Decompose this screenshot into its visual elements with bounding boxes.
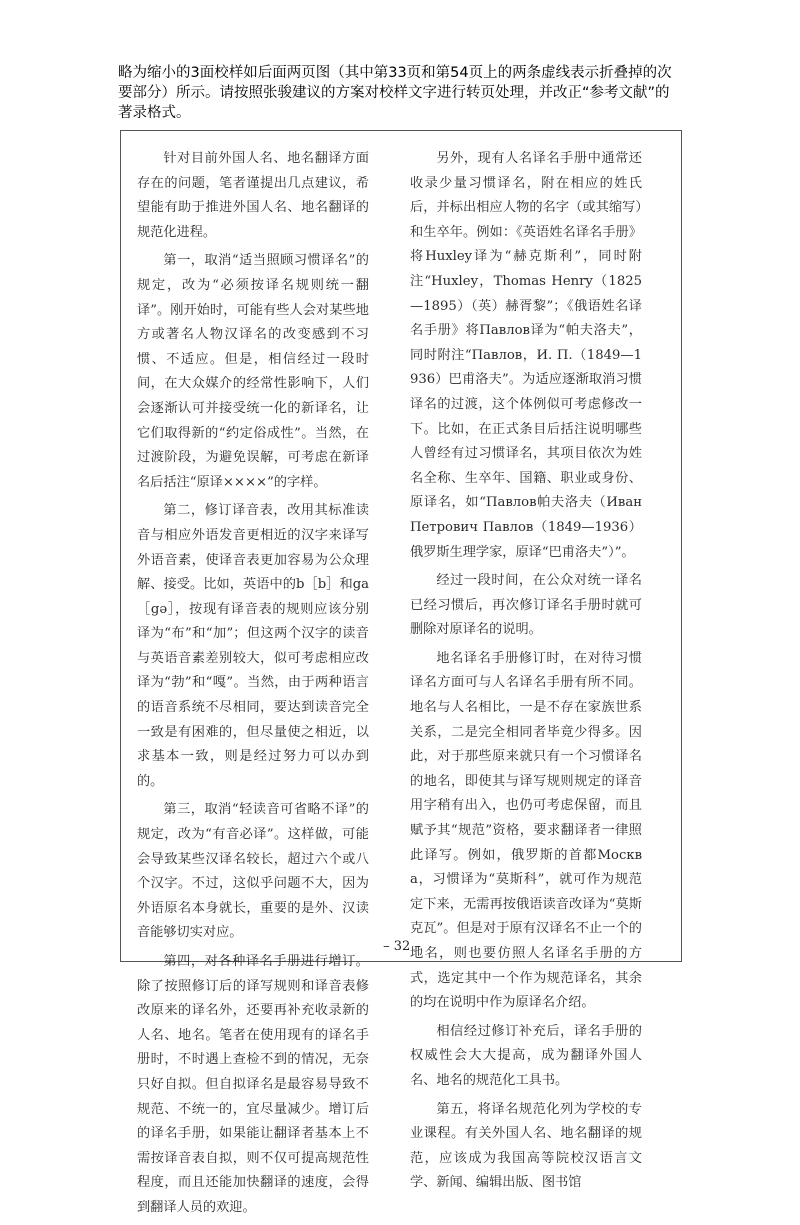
page-number: – 32 – xyxy=(383,939,421,954)
paragraph: 经过一段时间，在公众对统一译名已经习惯后，再次修订译名手册时就可删除对原译名的说明。 xyxy=(410,573,642,638)
right-column xyxy=(410,147,642,1200)
paragraph: 第五，将译名规范化列为学校的专业课程。有关外国人名、地名翻译的规范，应该成为我国高等院校汉语言文学、新闻、编辑出版、图书馆 xyxy=(410,1101,642,1191)
paragraph: 第一，取消“适当照顾习惯译名”的规定，改为“必须按译名规则统一翻译”。刚开始时，可能有些人会对某些地方或著名人物汉译名的改变感到不习惯、不适应。但是，相信经过一段时间，在大众媒介的经常性影响下，人们会逐渐认可并接受统一化的新译名，让它们取得新的“约定俗成性”。当然，在过渡阶段，为避免误解，可考虑在新译名后括注“原译××××”的字样。 xyxy=(137,253,369,490)
proof-page xyxy=(120,130,682,1215)
left-column xyxy=(137,147,369,1225)
task-instruction: 略为缩小的3面校样如后面两页图（其中第33页和第54页上的两条虚线表示折叠掉的次要部分）所示。请按照张骏建议的方案对校样文字进行转页处理，并改正“参考文献”的著录格式。 xyxy=(118,65,672,121)
paragraph: 针对目前外国人名、地名翻译方面存在的问题，笔者谨提出几点建议，希望能有助于推进外国人名、地名翻译的规范化进程。 xyxy=(137,151,369,240)
paragraph: 第二，修订译音表，改用其标准读音与相应外语发音更相近的汉字来译写外语音素，使译音表更加容易为公众理解、接受。比如，英语中的b［b］和ga［gə］，按现有译音表的规则应该分别译为“布”和“加”；但这两个汉字的读音与英语音素差别较大，似可考虑相应改译为“勃”和“嘎”。当然，由于两种语言的语音系统不尽相同，要达到读音完全一致是有困难的，但尽量使之相近，以求基本一致，则是经过努力可以办到的。 xyxy=(137,503,369,789)
paragraph: 第三，取消“轻读音可省略不译”的规定，改为“有音必译”。这样做，可能会导致某些汉译名较长，超过六个或八个汉字。不过，这似乎问题不大，因为外语原名本身就长，重要的是外、汉读音能够切实对应。 xyxy=(137,802,369,941)
paragraph: 地名译名手册修订时，在对待习惯译名方面可与人名译名手册有所不同。地名与人名相比，一是不存在家族世系关系，二是完全相同者毕竟少得多。因此，对于那些原来就只有一个习惯译名的地名，即使其与译写规则规定的译音用字稍有出入，也仍可考虑保留，而且赋予其“规范”资格，要求翻译者一律照此译写。例如，俄罗斯的首都Москва，习惯译为“莫斯科”，就可作为规范定下来，无需再按俄语读音改译为“莫斯克瓦”。但是对于原有汉译名不止一个的地名，则也要仿照人名译名手册的方式，选定其中一个作为规范译名，其余的均在说明中作为原译名介绍。 xyxy=(410,650,642,1011)
paragraph: 另外，现有人名译名手册中通常还收录少量习惯译名，附在相应的姓氏后，并标出相应人物的名字（或其缩写）和生卒年。例如：《英语姓名译名手册》将Huxley译为“赫克斯利”，同时附注“Huxley，Thomas Henry（1825—1895）（英）赫胥黎”；《俄语姓名译名手册》将Павлов译为“帕夫洛夫”，同时附注“Павлов，И. П.（1849—1936）巴甫洛夫”。为适应逐渐取消习惯译名的过渡，这个体例似可考虑修改一下。比如，在正式条目后括注说明哪些人曾经有过习惯译名，其项目依次为姓名全称、生卒年、国籍、职业或身份、原译名，如“Павлов帕夫洛夫（Иван Петрович Павлов（1849—1936）俄罗斯生理学家，原译“巴甫洛夫”）”。 xyxy=(410,151,642,560)
paragraph: 第四，对各种译名手册进行增订。除了按照修订后的译写规则和译音表修改原来的译名外，还要再补充收录新的人名、地名。笔者在使用现有的译名手册时，不时遇上查检不到的情况，无奈只好自拟。但自拟译名是最容易导致不规范、不统一的，宜尽量减少。增订后的译名手册，如果能让翻译者基本上不需按译音表自拟，则不仅可提高规范性程度，而且还能加快翻译的速度，会得到翻译人员的欢迎。 xyxy=(137,954,369,1215)
paragraph: 相信经过修订补充后，译名手册的权威性会大大提高，成为翻译外国人名、地名的规范化工具书。 xyxy=(410,1023,642,1088)
